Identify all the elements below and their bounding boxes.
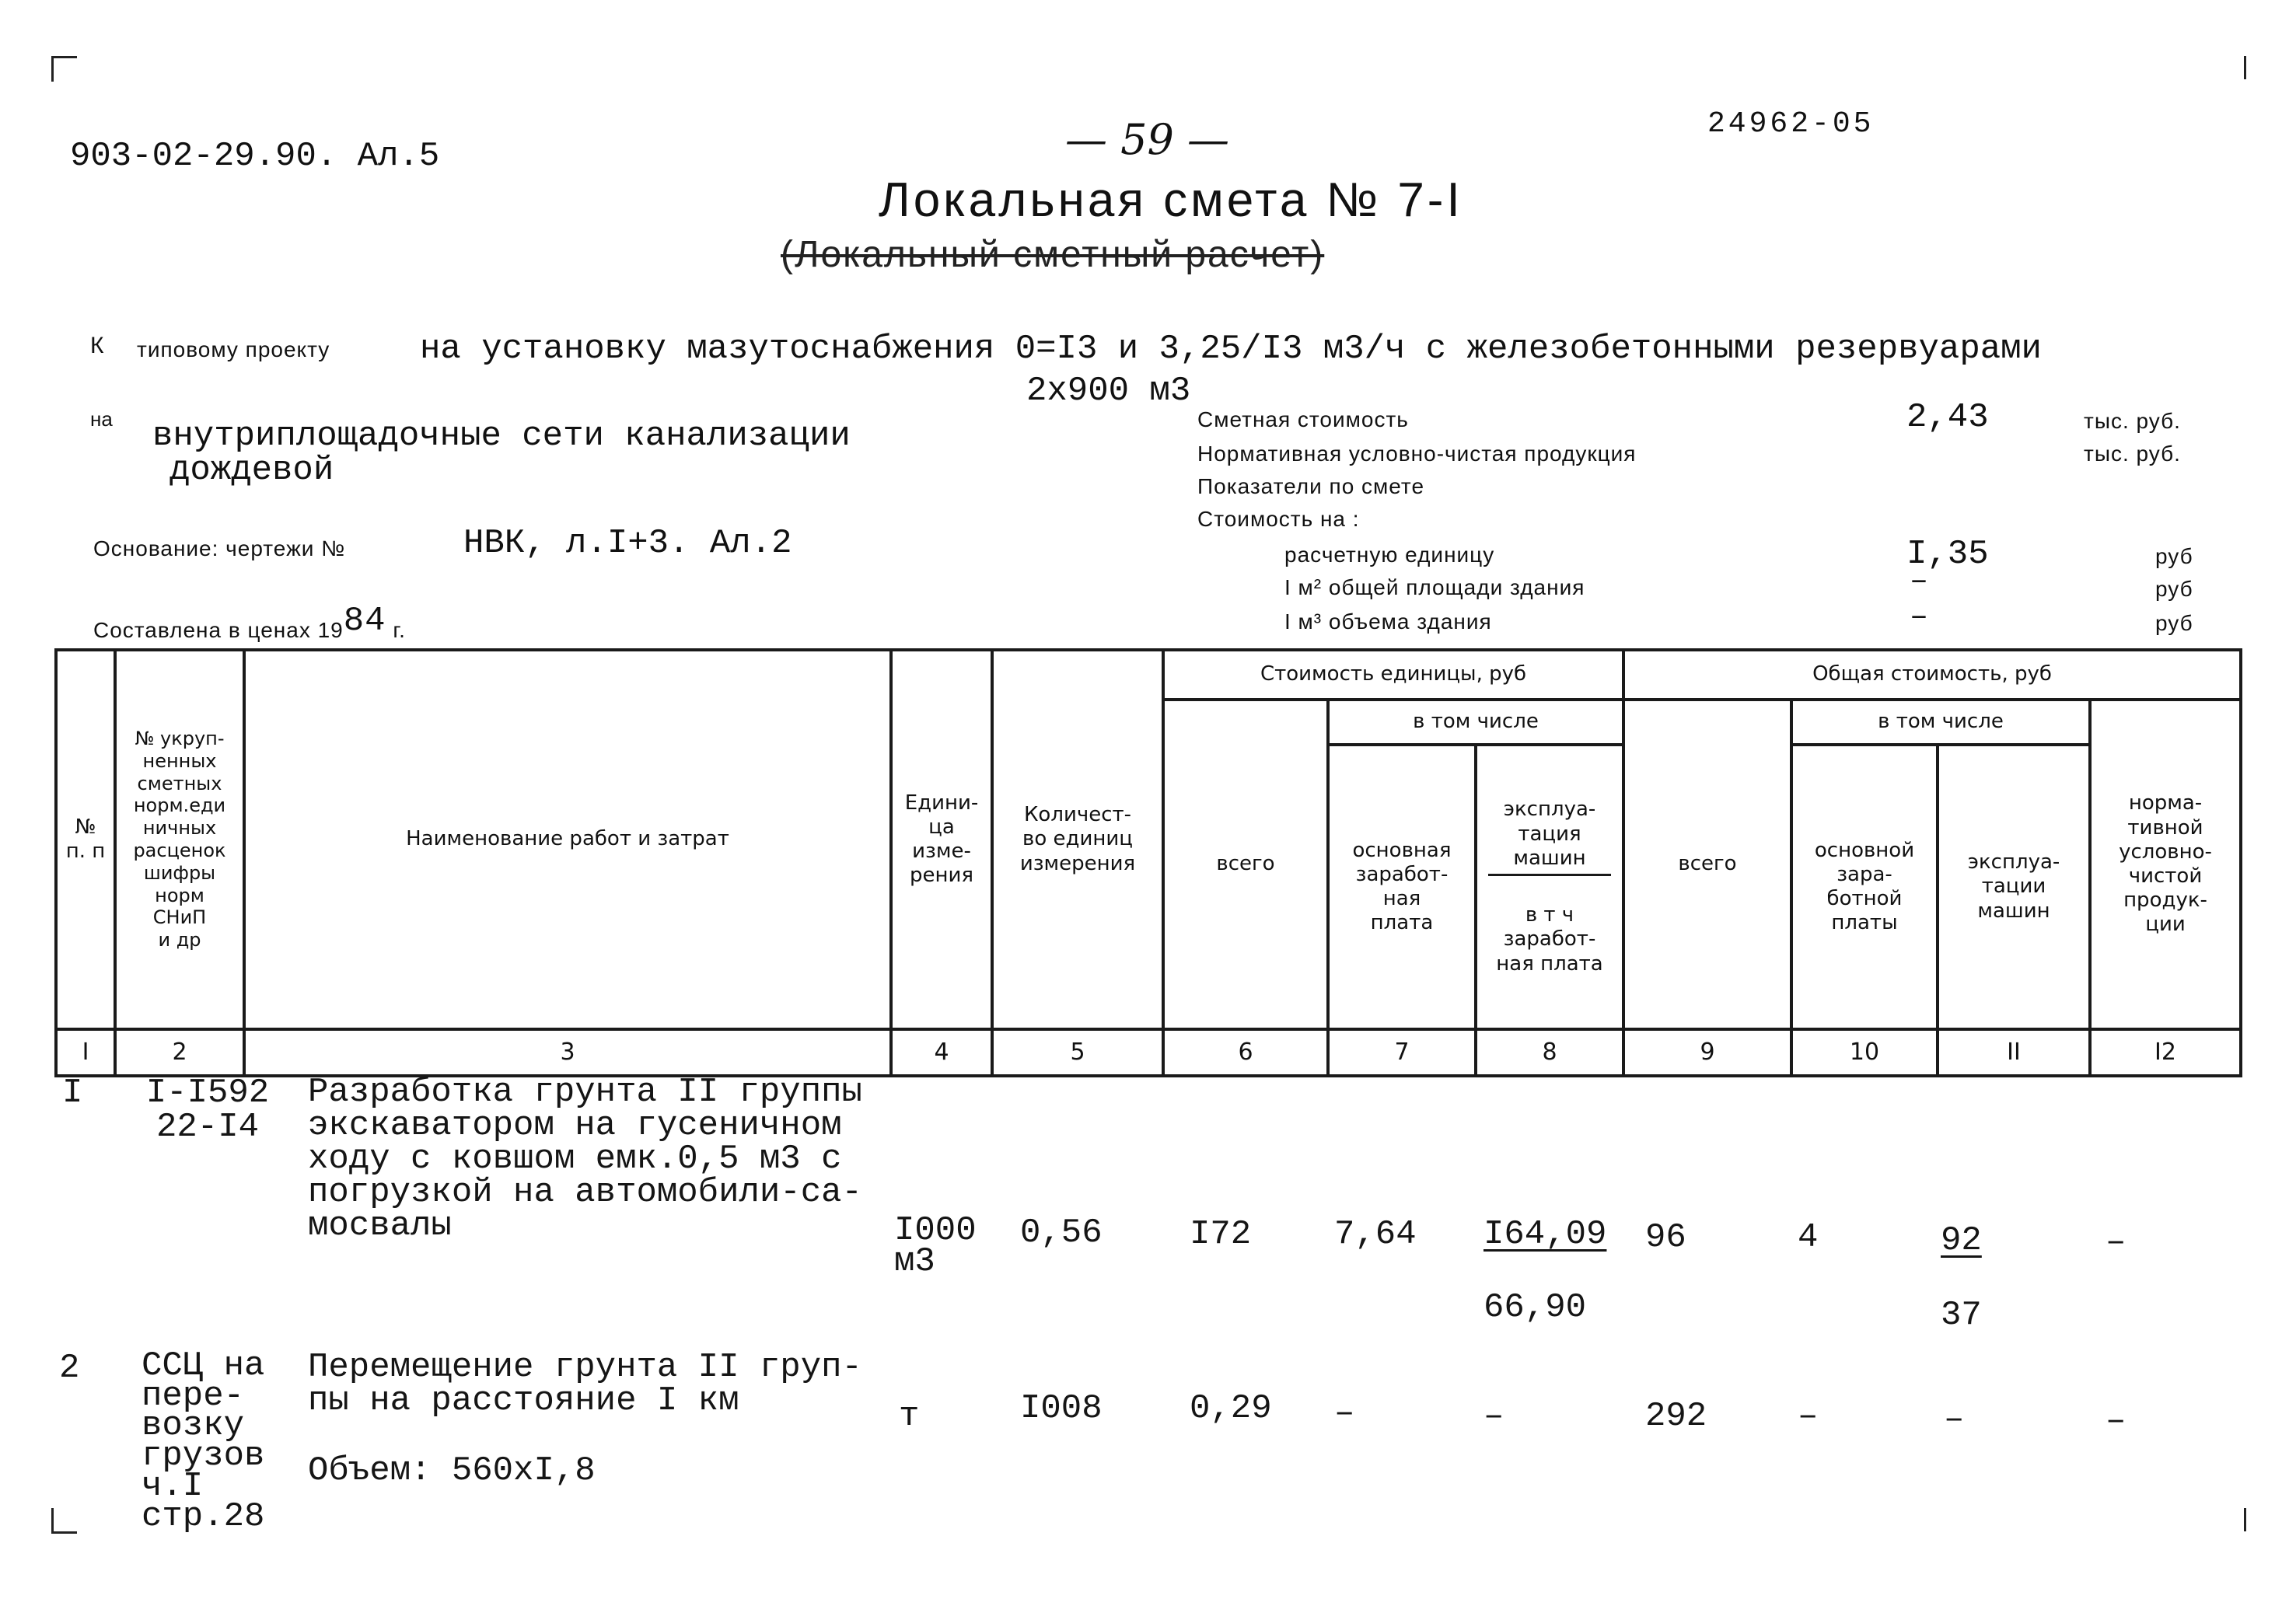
row-norm-code: ССЦ на пере- возку грузов ч.I стр.28 [142,1346,265,1536]
row-unit-cost-machines-wage: 66,90 [1483,1288,1587,1327]
header-work-name: Наименование работ и затрат [244,650,891,1029]
header-normative-product: норма- тивной условно- чистой продук- ции [2090,700,2241,1029]
object-name-cont: дождевой [169,451,334,490]
header-machines-wage: в т ч заработ- ная плата [1496,903,1603,976]
column-number: II [1938,1029,2090,1076]
inventory-number: 24962-05 [1707,107,1875,141]
column-number: 4 [891,1029,992,1076]
row-work-name: Разработка грунта II группы экскаватором на гусеничном ходу с ковшом емк.0,5 м3 с погрузкой на автомобили-са- мосвалы [308,1073,862,1246]
object-name: внутриплощадочные сети канализации [152,417,851,456]
column-number: 6 [1163,1029,1328,1076]
unit-cost-unit: руб [2155,544,2193,568]
page-number: — 59 — [1065,115,1230,164]
row-unit-cost-machines: – [1483,1397,1504,1436]
header-unit-cost: Стоимость единицы, руб [1163,650,1623,700]
row-unit-cost-total: I72 [1190,1215,1252,1254]
column-number: 3 [244,1029,891,1076]
header-norm-codes: № укруп- ненных сметных норм.еди ничных расценок шифры норм СНиП и др [115,650,244,1029]
column-number: 2 [115,1029,244,1076]
row-normative: – [2106,1402,2127,1440]
scan-corner-mark [51,1508,77,1534]
row-norm-code: I-I592 22-I4 [145,1074,270,1147]
header-quantity: Количест- во единиц измерения [992,650,1163,1029]
row-unit-cost-wage: – [1334,1394,1355,1433]
scan-corner-mark [51,56,77,82]
header-machines-operation: эксплуа- тация машин [1488,798,1611,876]
volume-cost-value: – [1910,600,1929,635]
compiled-label: Составлена в ценах 1984 г. [93,602,406,642]
object-prefix: на [90,407,113,431]
column-number: 9 [1623,1029,1791,1076]
header-total-all: всего [1623,700,1791,1029]
volume-cost-label: I м³ объема здания [1284,609,1492,634]
cost-on-label: Стоимость на : [1197,507,1360,531]
row-normative: – [2106,1223,2127,1262]
row-unit-cost-total: 0,29 [1190,1389,1272,1428]
estimated-cost-label: Сметная стоимость [1197,407,1409,431]
estimated-cost-unit: тыс. руб. [2084,409,2181,433]
basis-value: НВК, л.I+3. Ал.2 [463,524,792,563]
row-volume-note: Объем: 560хI,8 [308,1451,596,1490]
column-number: 10 [1791,1029,1938,1076]
column-number: I2 [2090,1029,2241,1076]
unit-cost-value: I,35 [1906,535,1989,574]
row-total-cost: 96 [1645,1218,1686,1257]
normative-label: Нормативная условно-чистая продукция [1197,442,1637,466]
header-total-incl: в том числе [1791,700,2090,745]
column-number: 5 [992,1029,1163,1076]
header-unit-cost-all: всего [1163,700,1328,1029]
row-unit: т [899,1397,920,1436]
row-quantity: 0,56 [1020,1213,1103,1252]
row-unit: I000 м3 [894,1211,977,1281]
header-total-basic-wage: основной зара- ботной платы [1791,745,1938,1029]
header-unit: Едини- ца изме- рения [891,650,992,1029]
area-cost-label: I м² общей площади здания [1284,575,1585,599]
estimated-cost-value: 2,43 [1906,398,1989,437]
header-basic-wage: основная заработ- ная плата [1328,745,1476,1029]
row-total-cost: 292 [1645,1397,1707,1436]
column-number: 8 [1476,1029,1623,1076]
row-unit-cost-wage: 7,64 [1334,1215,1417,1254]
row-total-machines: – [1944,1400,1965,1439]
scan-edge-mark [2244,1508,2246,1531]
header-total-machines: эксплуа- тации машин [1938,745,2090,1029]
project-description-cont: 2х900 м3 [1026,372,1191,410]
row-number: 2 [59,1349,80,1388]
header-total-cost: Общая стоимость, руб [1623,650,2241,700]
basis-label: Основание: чертежи № [93,536,346,560]
project-prefix: К [90,333,104,358]
volume-cost-unit: руб [2155,611,2193,635]
row-total-wage: – [1798,1397,1819,1436]
project-description: на установку мазутоснабжения 0=I3 и 3,25/I3 м3/ч с железобетонными резервуарами [420,330,2042,368]
row-unit-cost-machines: I64,09 [1483,1215,1607,1254]
header-item-number: № п. п [56,650,115,1029]
struck-subtitle: (Локальный сметный расчет) [781,234,1325,275]
row-work-name: Перемещение грунта II груп- пы на расстояние I км [308,1348,862,1421]
page-title: Локальная смета № 7-I [879,173,1463,227]
area-cost-unit: руб [2155,577,2193,601]
row-quantity: I008 [1020,1389,1103,1428]
area-cost-value: – [1910,564,1929,599]
normative-unit: тыс. руб. [2084,442,2181,466]
scan-edge-mark [2244,56,2246,79]
estimate-table-header [54,648,2242,1077]
indicators-label: Показатели по смете [1197,474,1425,498]
row-total-wage: 4 [1798,1218,1819,1257]
column-number: I [56,1029,115,1076]
unit-cost-label: расчетную единицу [1284,543,1495,567]
header-unit-cost-incl: в том числе [1328,700,1623,745]
document-code: 903-02-29.90. Ал.5 [70,137,440,176]
header-machines [1476,745,1623,1029]
project-label: типовому проекту [137,337,330,361]
column-number: 7 [1328,1029,1476,1076]
row-number: I [62,1074,83,1112]
row-total-machines: 92 [1941,1221,1982,1260]
row-total-machines-wage: 37 [1941,1296,1982,1335]
